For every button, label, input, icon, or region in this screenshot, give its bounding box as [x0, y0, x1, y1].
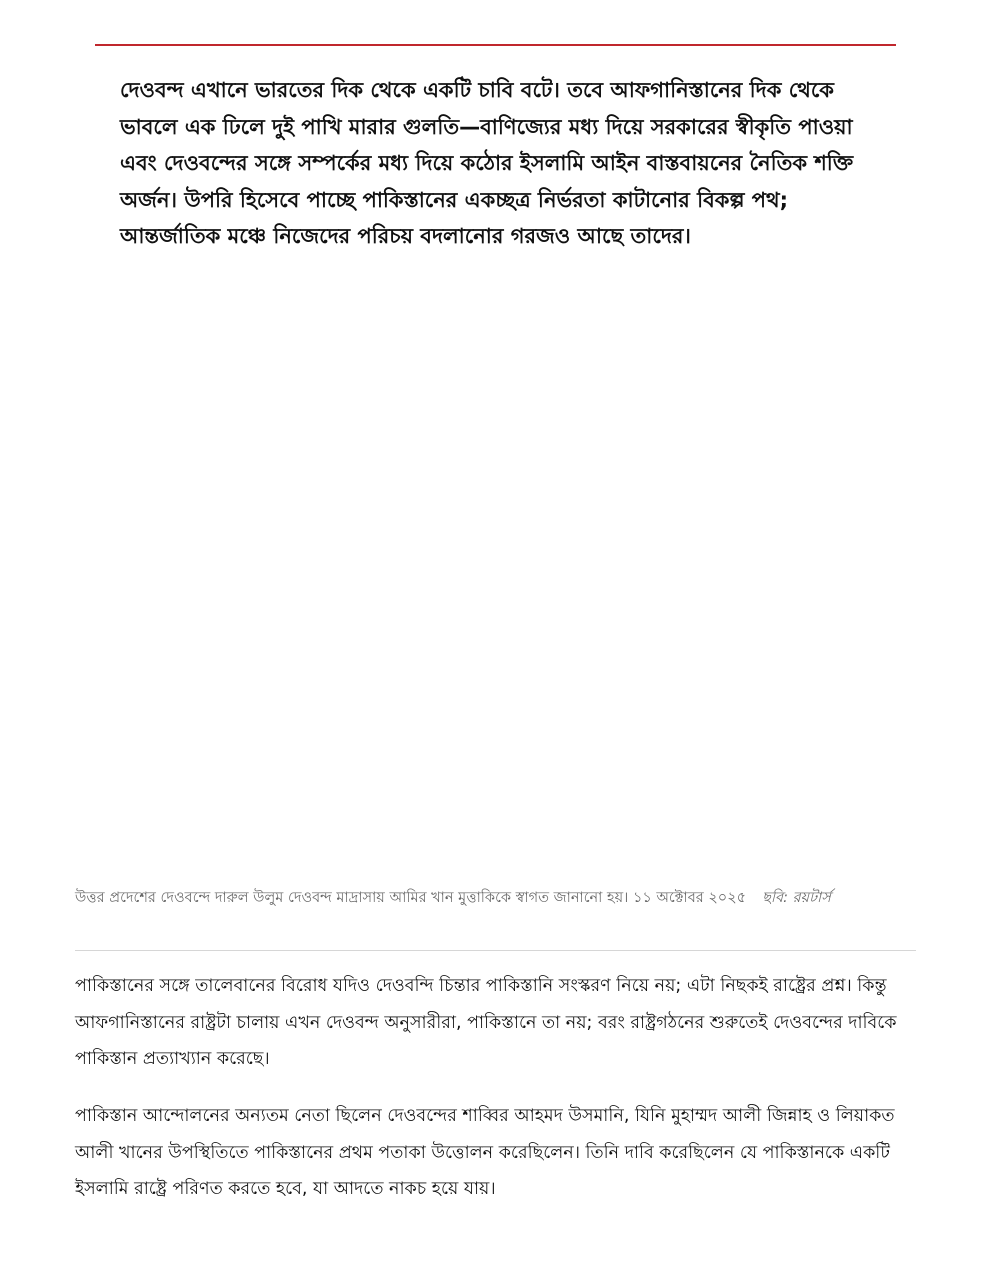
caption-text: উত্তর প্রদেশের দেওবন্দে দারুল উলুম দেওবন্দ মাদ্রাসায় আমির খান মুত্তাকিকে স্বাগত জানানো হয়। ১১ অক্টোবর ২০২৫ [75, 890, 747, 906]
article-image [75, 280, 915, 880]
body-paragraph: পাকিস্তান আন্দোলনের অন্যতম নেতা ছিলেন দেওবন্দের শাব্বির আহমদ উসমানি, যিনি মুহাম্মদ আলী জিন্নাহ ও লিয়াকত আলী খানের উপস্থিতিতে পাকিস্তানের প্রথম পতাকা উত্তোলন করেছিলেন। তিনি দাবি করেছিলেন যে পাকিস্তানকে একটি ইসলামি রাষ্ট্রে পরিণত করতে হবে, যা আদতে নাকচ হয়ে যায়। [75, 1106, 895, 1199]
caption-divider [75, 950, 916, 951]
pull-quote: দেওবন্দ এখানে ভারতের দিক থেকে একটি চাবি বটে। তবে আফগানিস্তানের দিক থেকে ভাবলে এক ঢিলে দুই পাখি মারার গুলতি—বাণিজ্যের মধ্য দিয়ে সরকারের স্বীকৃতি পাওয়া এবং দেওবন্দের সঙ্গে সম্পর্কের মধ্য দিয়ে কঠোর ইসলামি আইন বাস্তবায়নের নৈতিক শক্তি অর্জন। উপরি হিসেবে পাচ্ছে পাকিস্তানের একচ্ছত্র নির্ভরতা কাটানোর বিকল্প পথ; আন্তর্জাতিক মঞ্চে নিজেদের পরিচয় বদলানোর গরজও আছে তাদের। [120, 78, 854, 248]
top-red-divider [95, 44, 896, 46]
image-caption [75, 887, 915, 909]
body-paragraph: পাকিস্তানের সঙ্গে তালেবানের বিরোধ যদিও দেওবন্দি চিন্তার পাকিস্তানি সংস্করণ নিয়ে নয়; এটা নিছকই রাষ্ট্রের প্রশ্ন। কিন্তু আফগানিস্তানের রাষ্ট্রটা চালায় এখন দেওবন্দ অনুসারীরা, পাকিস্তানে তা নয়; বরং রাষ্ট্রগঠনের শুরুতেই দেওবন্দের দাবিকে পাকিস্তান প্রত্যাখ্যান করেছে। [75, 976, 897, 1069]
photo-credit: ছবি: রয়টার্স [762, 890, 831, 906]
